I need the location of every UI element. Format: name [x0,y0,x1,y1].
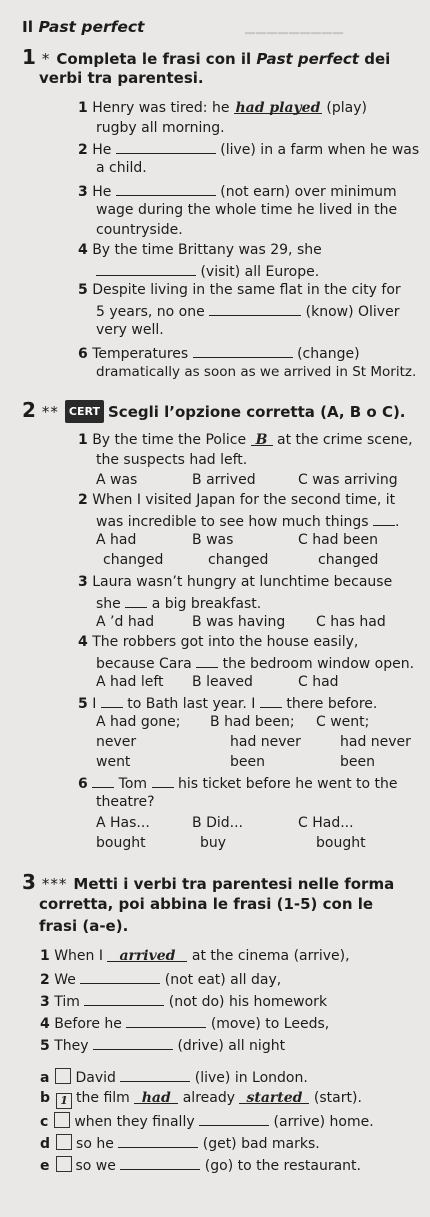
answer-blank[interactable]: B [251,430,273,446]
option-c-line2: changed [318,552,379,568]
ex2-item-3-line2: she a big breakfast. [96,592,261,614]
answer-blank[interactable] [152,772,174,788]
option-c[interactable]: C had [298,674,339,690]
option-c[interactable]: C was arriving [298,472,398,488]
option-a-line2: changed [103,552,164,568]
ex3-item-1: 1 When I arrived at the cinema (arrive), [40,948,350,964]
ex3-item-5: 5 They (drive) all night [40,1034,285,1056]
answer-blank[interactable] [199,1110,269,1126]
answer-blank[interactable] [120,1066,190,1082]
exercise-1-heading-line2: verbi tra parentesi. [39,69,204,87]
match-checkbox[interactable] [56,1134,72,1150]
answer-blank[interactable] [196,652,218,668]
option-b[interactable]: B had been; [210,714,295,730]
ex3-match-b: b 1 the film had already started (start). [40,1090,362,1107]
ex1-item-5-line3: very well. [96,322,164,338]
answer-blank[interactable] [120,1154,200,1170]
exercise-3-heading-line3: frasi (a-e). [39,917,129,935]
option-b[interactable]: B was having [192,614,286,630]
ex3-match-a: a David (live) in London. [40,1066,308,1088]
option-a[interactable]: A was [96,472,138,488]
match-checkbox[interactable] [54,1112,70,1128]
ex1-item-6: 6 Temperatures (change) [78,342,360,364]
option-b[interactable]: B was [192,532,234,548]
ex3-match-e: e so we (go) to the restaurant. [40,1154,361,1176]
ex1-item-3: 3 He (not earn) over minimum [78,180,397,202]
ex2-item-1-line2: the suspects had left. [96,452,248,468]
option-b[interactable]: B leaved [192,674,253,690]
answer-blank[interactable] [118,1132,198,1148]
exercise-3-heading: 3 *** Metti i verbi tra parentesi nelle forma [22,870,395,894]
ex2-item-3: 3 Laura wasn’t hungry at lunchtime because [78,574,393,590]
ex3-match-c: c when they finally (arrive) home. [40,1110,374,1132]
ex1-item-1: 1 Henry was tired: he had played (play) [78,100,367,116]
option-c[interactable]: C Had... [298,815,354,831]
option-b-line2: changed [208,552,269,568]
answer-blank[interactable] [126,1012,206,1028]
match-checkbox[interactable] [56,1156,72,1172]
answer-blank[interactable] [116,138,216,154]
option-b-line2: buy [200,835,227,851]
section-title: Il Past perfect [22,18,145,36]
ex2-item-6: 6 Tom his ticket before he went to the [78,772,398,794]
option-a[interactable]: A ’d had [96,614,155,630]
option-c[interactable]: C has had [316,614,386,630]
answer-blank[interactable] [92,772,114,788]
match-checkbox[interactable] [55,1068,71,1084]
option-c-line2: had never [340,734,411,750]
option-c-line2: bought [316,835,366,851]
ex2-item-5: 5 I to Bath last year. I there before. [78,692,377,714]
ex1-item-2-line2: a child. [96,160,147,176]
answer-blank[interactable]: had [134,1088,178,1104]
answer-blank[interactable]: arrived [107,946,187,962]
option-c-line3: been [340,754,375,770]
option-a[interactable]: A had gone; [96,714,181,730]
answer-blank[interactable] [260,692,282,708]
ex1-item-4-line2: (visit) all Europe. [96,260,319,282]
ex2-item-1: 1 By the time the Police B at the crime scene, [78,432,413,448]
option-b[interactable]: B Did... [192,815,243,831]
option-b[interactable]: B arrived [192,472,256,488]
ex3-match-d: d so he (get) bad marks. [40,1132,320,1154]
option-a-line3: went [96,754,131,770]
answer-blank[interactable] [373,510,395,526]
exercise-1-heading: 1 * Completa le frasi con il Past perfect dei [22,45,391,69]
ex1-item-6-line2: dramatically as soon as we arrived in St Moritz. [96,364,417,380]
ex2-item-2-line2: was incredible to see how much things . [96,510,399,532]
option-a[interactable]: A Has... [96,815,150,831]
option-a[interactable]: A had [96,532,137,548]
option-a-line2: bought [96,835,146,851]
answer-blank[interactable]: had played [235,100,321,116]
ex2-item-6-line2: theatre? [96,794,155,810]
ex1-item-2: 2 He (live) in a farm when he was [78,138,419,160]
answer-blank[interactable] [84,990,164,1006]
option-b-line3: been [230,754,265,770]
option-b-line2: had never [230,734,301,750]
ex3-item-2: 2 We (not eat) all day, [40,968,281,990]
ex3-item-4: 4 Before he (move) to Leeds, [40,1012,329,1034]
option-c[interactable]: C went; [316,714,370,730]
ex2-item-2: 2 When I visited Japan for the second time, it [78,492,396,508]
exercise-2-heading: 2 ** CERT Scegli l’opzione corretta (A, B o C). [22,398,406,422]
ex3-item-3: 3 Tim (not do) his homework [40,990,327,1012]
ex1-item-3-line2: wage during the whole time he lived in the [96,202,398,218]
option-a-line2: never [96,734,137,750]
answer-blank[interactable] [116,180,216,196]
option-a[interactable]: A had left [96,674,164,690]
option-c[interactable]: C had been [298,532,379,548]
ex1-item-1-line2: rugby all morning. [96,120,225,136]
answer-blank[interactable] [209,300,301,316]
match-checkbox[interactable]: 1 [56,1093,72,1109]
ex1-item-5-line2: 5 years, no one (know) Oliver [96,300,399,322]
bleed-through-text: ▁▁▁▁▁▁▁▁▁ [245,20,344,35]
answer-blank[interactable] [193,342,293,358]
cert-badge: CERT [65,400,104,423]
answer-blank[interactable] [125,592,147,608]
exercise-3-heading-line2: corretta, poi abbina le frasi (1-5) con le [39,895,374,913]
ex2-item-4-line2: because Cara the bedroom window open. [96,652,414,674]
answer-blank[interactable]: started [239,1088,309,1104]
answer-blank[interactable] [101,692,123,708]
ex1-item-4: 4 By the time Brittany was 29, she [78,242,322,258]
ex1-item-3-line3: countryside. [96,222,183,238]
ex1-item-5: 5 Despite living in the same flat in the city for [78,282,401,298]
answer-blank[interactable] [80,968,160,984]
answer-blank[interactable] [96,260,196,276]
ex2-item-4: 4 The robbers got into the house easily, [78,634,359,650]
answer-blank[interactable] [93,1034,173,1050]
